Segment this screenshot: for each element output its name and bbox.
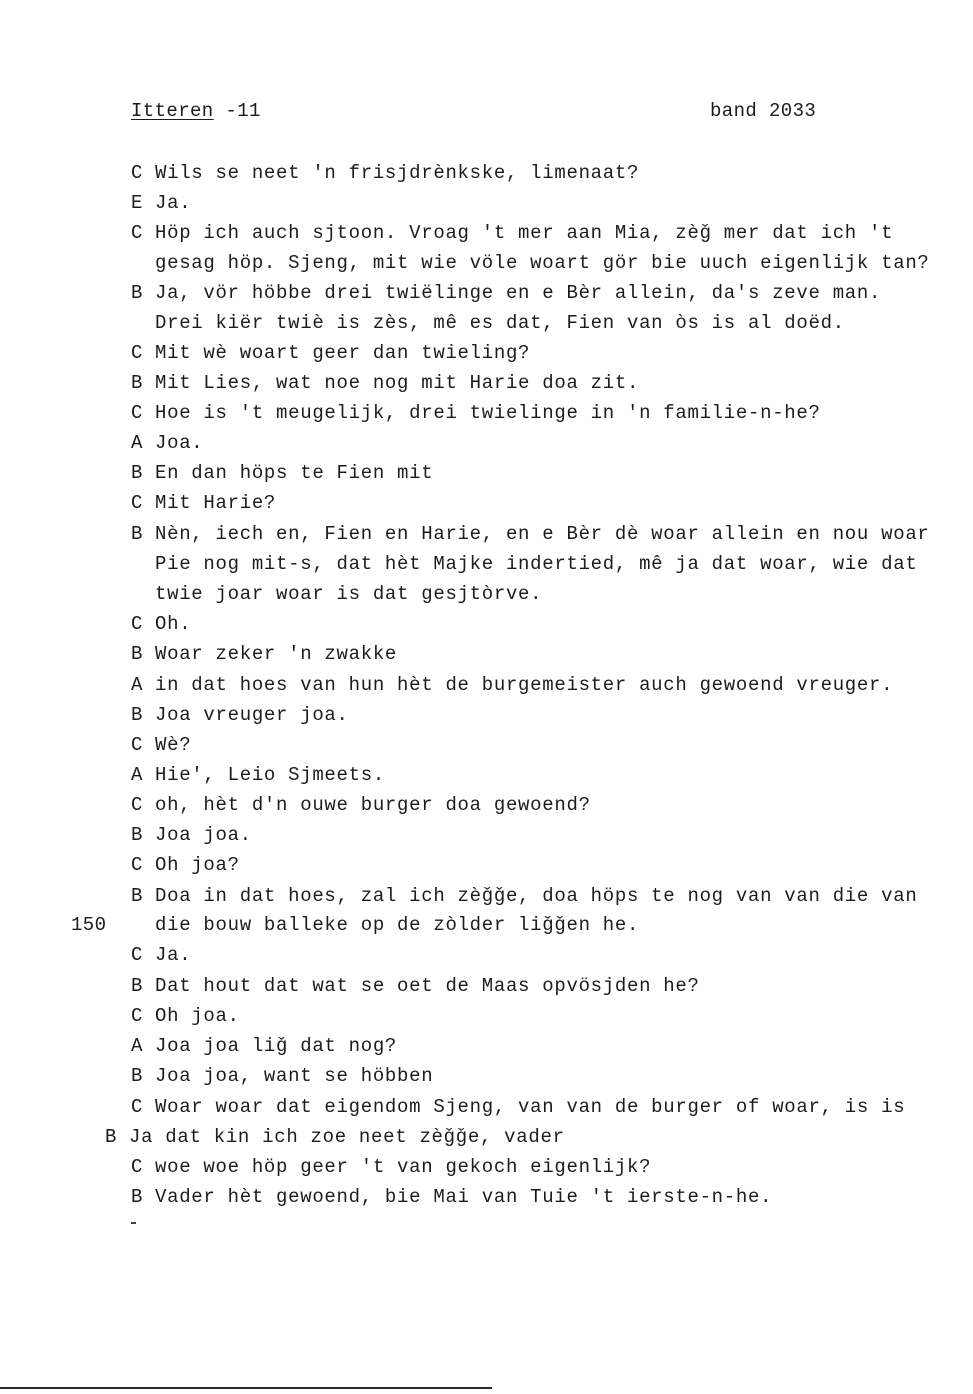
speaker-label: B — [131, 975, 144, 997]
transcript-line — [131, 553, 917, 575]
transcript-line — [131, 1096, 905, 1118]
transcript-line — [131, 342, 530, 364]
line-text: Joa joa. — [155, 824, 252, 846]
transcript-line — [131, 734, 191, 756]
speaker-label: B — [131, 523, 144, 545]
line-text: twie joar woar is dat gesjtòrve. — [155, 583, 543, 605]
speaker-label: C — [131, 734, 144, 756]
transcript-line — [131, 583, 542, 605]
transcript-line — [105, 1126, 565, 1148]
line-text: Ja, vör höbbe drei twiëlinge en e Bèr allein, da's zeve man. — [155, 282, 882, 304]
transcript-line — [131, 914, 639, 936]
line-text: Höp ich auch sjtoon. Vroag 't mer aan Mia, zèǧ mer dat ich 't — [155, 222, 894, 244]
stray-dash-mark — [131, 1222, 136, 1224]
line-text: Joa. — [155, 432, 204, 454]
transcript-line — [131, 975, 700, 997]
line-text: Nèn, iech en, Fien en Harie, en e Bèr dè woar allein en nou woar — [155, 523, 930, 545]
line-text: Joa vreuger joa. — [155, 704, 349, 726]
speaker-label: A — [131, 1035, 144, 1057]
header-band-number: band 2033 — [710, 100, 817, 122]
line-text: Ja. — [155, 944, 192, 966]
line-text: Oh joa? — [155, 854, 240, 876]
transcript-line — [131, 885, 917, 907]
transcript-line — [131, 674, 893, 696]
line-text: Woar zeker 'n zwakke — [155, 643, 398, 665]
header-title — [131, 100, 261, 122]
line-text: Pie nog mit-s, dat hèt Majke indertied, mê ja dat woar, wie dat — [155, 553, 918, 575]
transcript-line — [131, 1005, 240, 1027]
transcript-line — [131, 523, 930, 545]
line-text: in dat hoes van hun hèt de burgemeister auch gewoend vreuger. — [155, 674, 894, 696]
transcript-line — [131, 192, 191, 214]
speaker-label: C — [131, 1005, 144, 1027]
speaker-label: B — [131, 885, 144, 907]
line-text: Joa joa, want se höbben — [155, 1065, 434, 1087]
transcript-line — [131, 312, 845, 334]
speaker-label: B — [131, 824, 144, 846]
speaker-label: E — [131, 192, 144, 214]
speaker-label: A — [131, 432, 144, 454]
transcript-line — [131, 1156, 651, 1178]
speaker-label: B — [131, 282, 144, 304]
transcript-line — [131, 1035, 397, 1057]
line-text: En dan höps te Fien mit — [155, 462, 434, 484]
speaker-label: B — [131, 643, 144, 665]
line-text: Vader hèt gewoend, bie Mai van Tuie 't ierste-n-he. — [155, 1186, 773, 1208]
speaker-label: A — [131, 764, 144, 786]
speaker-label: B — [105, 1126, 118, 1148]
line-text: Dat hout dat wat se oet de Maas opvösjden he? — [155, 975, 700, 997]
transcript-line — [131, 1065, 433, 1087]
margin-line-number: 150 — [71, 914, 107, 936]
line-text: Oh. — [155, 613, 192, 635]
speaker-label: B — [131, 1065, 144, 1087]
line-text: Hie', Leio Sjmeets. — [155, 764, 385, 786]
speaker-label: B — [131, 462, 144, 484]
transcript-line — [131, 944, 191, 966]
line-text: Hoe is 't meugelijk, drei twielinge in 'n familie-n-he? — [155, 402, 821, 424]
transcript-line — [131, 432, 203, 454]
speaker-label: C — [131, 1096, 144, 1118]
transcript-line — [131, 824, 252, 846]
bottom-rule-line — [0, 1387, 492, 1389]
line-text: Mit Harie? — [155, 492, 277, 514]
transcript-line — [131, 222, 893, 244]
transcript-line — [131, 162, 639, 184]
speaker-label: C — [131, 162, 144, 184]
line-text: gesag höp. Sjeng, mit wie völe woart gör bie uuch eigenlijk tan? — [155, 252, 930, 274]
line-text: Woar woar dat eigendom Sjeng, van van de burger of woar, is is — [155, 1096, 906, 1118]
transcript-line — [131, 643, 397, 665]
transcript-line — [131, 794, 591, 816]
transcript-line — [131, 764, 385, 786]
line-text: Wè? — [155, 734, 192, 756]
transcript-line — [131, 252, 930, 274]
transcript-line — [131, 462, 433, 484]
transcript-line — [131, 492, 276, 514]
line-text: woe woe höp geer 't van gekoch eigenlijk? — [155, 1156, 652, 1178]
speaker-label: B — [131, 704, 144, 726]
speaker-label: B — [131, 1186, 144, 1208]
speaker-label: B — [131, 372, 144, 394]
header-page-suffix: -11 — [213, 100, 261, 122]
speaker-label: C — [131, 1156, 144, 1178]
speaker-label: C — [131, 854, 144, 876]
speaker-label: C — [131, 342, 144, 364]
transcript-line — [131, 372, 639, 394]
speaker-label: C — [131, 222, 144, 244]
line-text: Ja dat kin ich zoe neet zèǧǧe, vader — [129, 1126, 565, 1148]
transcript-line — [131, 854, 240, 876]
transcript-line — [131, 704, 349, 726]
line-text: Drei kiër twiè is zès, mê es dat, Fien van òs is al doëd. — [155, 312, 845, 334]
line-text: Oh joa. — [155, 1005, 240, 1027]
line-text: Mit wè woart geer dan twieling? — [155, 342, 531, 364]
line-text: die bouw balleke op de zòlder liǧǧen he. — [155, 914, 640, 936]
line-text: oh, hèt d'n ouwe burger doa gewoend? — [155, 794, 591, 816]
line-text: Wils se neet 'n frisjdrènkske, limenaat? — [155, 162, 640, 184]
line-text: Ja. — [155, 192, 192, 214]
speaker-label: A — [131, 674, 144, 696]
transcript-line — [131, 282, 881, 304]
line-text: Mit Lies, wat noe nog mit Harie doa zit. — [155, 372, 640, 394]
line-text: Joa joa liǧ dat nog? — [155, 1035, 398, 1057]
speaker-label: C — [131, 944, 144, 966]
transcript-line — [131, 613, 191, 635]
speaker-label: C — [131, 402, 144, 424]
transcript-line — [131, 1186, 772, 1208]
speaker-label: C — [131, 613, 144, 635]
header-place-name: Itteren — [131, 100, 214, 122]
line-text: Doa in dat hoes, zal ich zèǧǧe, doa höps te nog van van die van — [155, 885, 918, 907]
speaker-label: C — [131, 794, 144, 816]
transcript-line — [131, 402, 821, 424]
speaker-label: C — [131, 492, 144, 514]
